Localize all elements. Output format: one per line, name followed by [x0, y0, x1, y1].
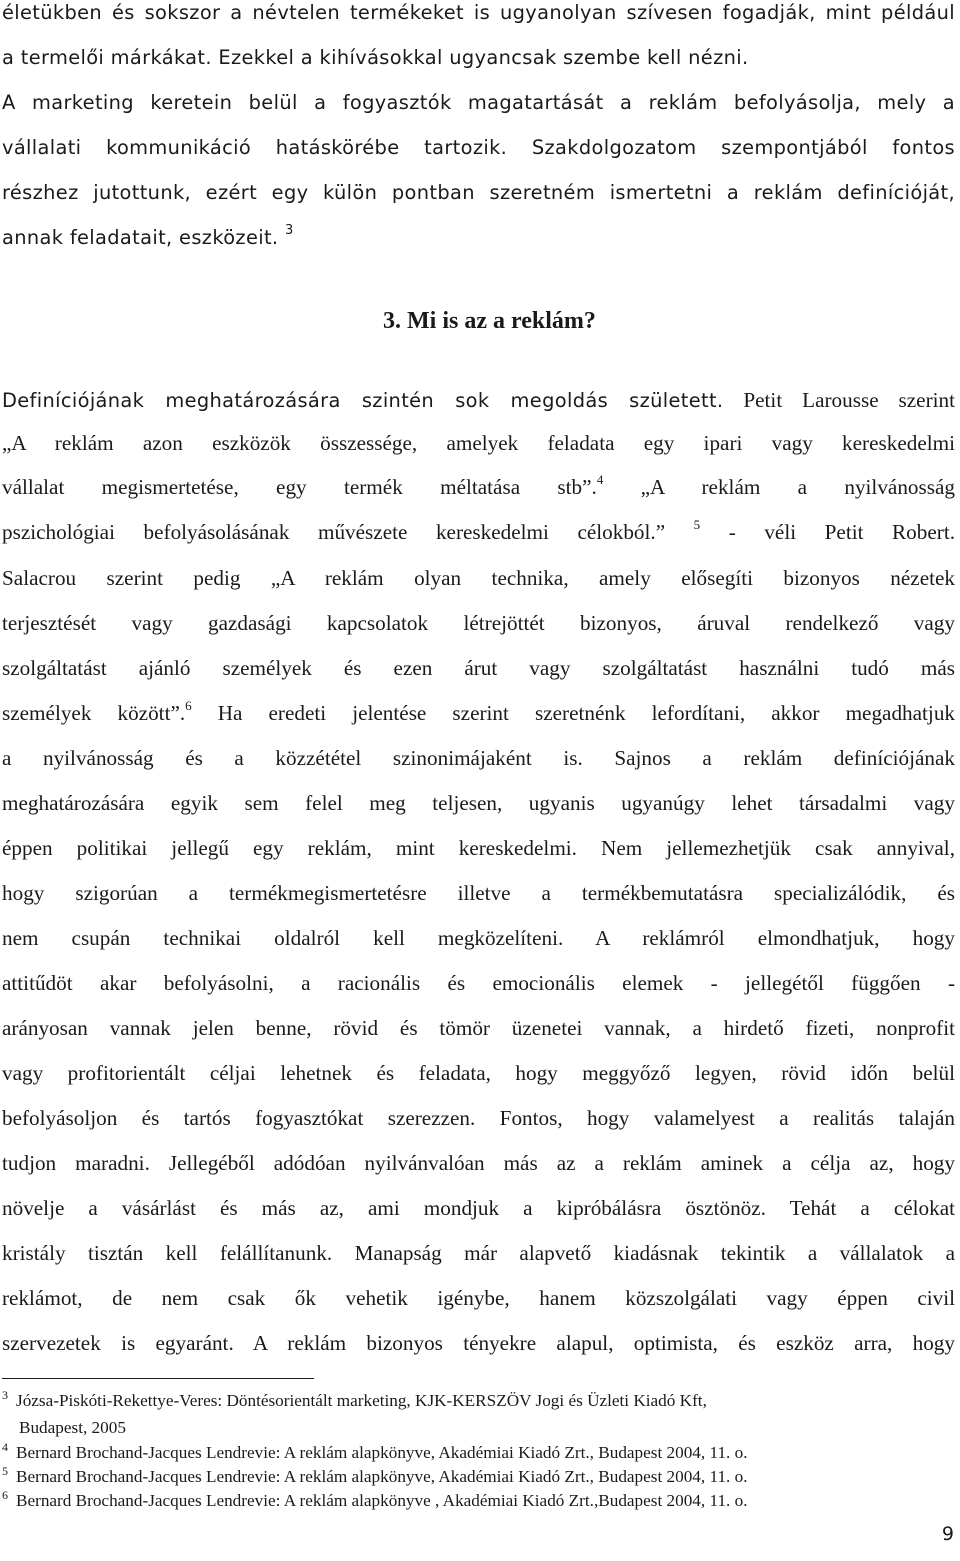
body-text-line: éppen politikai jellegű egy reklám, mint kereskedelmi. Nem jellemezhetjük csak annyival,: [2, 836, 955, 860]
body-text-line: életükben és sokszor a névtelen termékeket is ugyanolyan szívesen fogadják, mint például: [2, 1, 955, 24]
line-text: pszichológiai befolyásolásának művészete kereskedelmi célokból.”: [2, 520, 666, 544]
footnote-separator: [2, 1378, 314, 1379]
footnote-marker: 4: [2, 1440, 8, 1454]
page-number: 9: [941, 1523, 954, 1545]
body-text-line: [2, 517, 956, 545]
footnote-text: Bernard Brochand-Jacques Lendrevie: A reklám alapkönyve , Akadémiai Kiadó Zrt.,Budapest 2004, 11. o.: [16, 1491, 748, 1510]
footnote-marker: 5: [2, 1464, 8, 1478]
footnote-text: Bernard Brochand-Jacques Lendrevie: A reklám alapkönyve, Akadémiai Kiadó Zrt., Budapest 2004, 11. o.: [16, 1467, 748, 1486]
body-text-line: növelje a vásárlást és más az, ami mondjuk a kipróbálásra ösztönöz. Tehát a célokat: [2, 1196, 955, 1220]
line-text: vállalat megismertetése, egy termék méltatása stb”.: [2, 475, 597, 499]
footnote-continuation: Budapest, 2005: [19, 1418, 126, 1437]
footnote-marker: 3: [2, 1388, 8, 1402]
body-text-line: Salacrou szerint pedig „A reklám olyan technika, amely elősegíti bizonyos nézetek: [2, 566, 955, 590]
body-text-line: szervezetek is egyaránt. A reklám bizonyos tényekre alapul, optimista, és eszköz arra, hogy: [2, 1331, 955, 1355]
line-text: annak feladatait, eszközeit.: [2, 226, 279, 249]
footnote-marker: 6: [2, 1488, 8, 1502]
line-text: személyek között”.: [2, 701, 186, 725]
body-text-line: [2, 388, 955, 413]
body-text-line: részhez jutottunk, ezért egy külön pontban szeretném ismertetni a reklám definícióját,: [2, 181, 955, 204]
section-heading: 3. Mi is az a reklám?: [383, 308, 596, 334]
body-text-line: reklámot, de nem csak ők vehetik igénybe, hanem közszolgálati vagy éppen civil: [2, 1286, 955, 1310]
body-text-line: meghatározására egyik sem felel meg teljesen, ugyanis ugyanúgy lehet társadalmi vagy: [2, 791, 955, 815]
line-text: „A reklám a nyilvánosság: [603, 475, 955, 499]
line-text: - véli Petit Robert.: [700, 520, 956, 544]
body-text-line: vállalati kommunikáció hatáskörébe tartozik. Szakdolgozatom szempontjából fontos: [2, 136, 955, 159]
footnote-reference: 4: [596, 472, 604, 487]
body-text-line: tudjon maradni. Jellegéből adódóan nyilvánvalóan más az a reklám aminek a célja az, hogy: [2, 1151, 955, 1175]
body-text-line: A marketing keretein belül a fogyasztók magatartását a reklám befolyásolja, mely a: [2, 91, 955, 114]
footnote: [2, 1488, 748, 1511]
body-text-line: terjesztését vagy gazdasági kapcsolatok létrejöttét bizonyos, áruval rendelkező vagy: [2, 611, 955, 635]
body-text-line: befolyásoljon és tartós fogyasztókat szerezzen. Fontos, hogy valamelyest a realitás talaján: [2, 1106, 955, 1130]
body-text-line: nem csupán technikai oldalról kell megközelíteni. A reklámról elmondhatjuk, hogy: [2, 926, 955, 950]
footnote-reference: 3: [284, 223, 294, 238]
line-text-sans: Definíciójának meghatározására szintén sok megoldás született.: [2, 389, 724, 412]
body-text-line: a termelői márkákat. Ezekkel a kihívásokkal ugyancsak szembe kell nézni.: [2, 46, 749, 69]
body-text-line: kristály tisztán kell felállítanunk. Manapság már alapvető kiadásnak tekintik a vállalatok a: [2, 1241, 955, 1265]
body-text-line: attitűdöt akar befolyásolni, a racionális és emocionális elemek - jellegétől függően -: [2, 971, 955, 995]
footnote-text: Bernard Brochand-Jacques Lendrevie: A reklám alapkönyve, Akadémiai Kiadó Zrt., Budapest 2004, 11. o.: [16, 1443, 748, 1462]
body-text-line: szolgáltatást ajánló személyek és ezen árut vagy szolgáltatást használni tudó más: [2, 656, 955, 680]
body-text-line: [2, 698, 956, 726]
footnote: [2, 1440, 748, 1463]
footnote: [2, 1388, 707, 1411]
body-text-line: „A reklám azon eszközök összessége, amelyek feladata egy ipari vagy kereskedelmi: [2, 431, 955, 455]
footnote-text: Józsa-Piskóti-Rekettye-Veres: Döntésorientált marketing, KJK-KERSZÖV Jogi és Üzleti Kiadó Kft,: [16, 1391, 707, 1410]
body-text-line: [2, 472, 955, 500]
footnote-reference: 5: [693, 517, 701, 532]
body-text-line: [2, 223, 955, 249]
line-text: Ha eredeti jelentése szerint szeretnénk lefordítani, akkor megadhatjuk: [191, 701, 956, 725]
footnote-reference: 6: [185, 698, 192, 713]
body-text-line: a nyilvánosság és a közzététel szinonimájaként is. Sajnos a reklám definíciójának: [2, 746, 955, 770]
line-text-serif: Petit Larousse szerint: [723, 388, 955, 412]
body-text-line: arányosan vannak jelen benne, rövid és tömör üzenetei vannak, a hirdető fizeti, nonprofit: [2, 1016, 955, 1040]
footnote: [2, 1464, 748, 1487]
body-text-line: hogy szigorúan a termékmegismertetésre illetve a termékbemutatásra specializálódik, és: [2, 881, 955, 905]
body-text-line: vagy profitorientált céljai lehetnek és feladata, hogy meggyőző legyen, rövid időn belül: [2, 1061, 955, 1085]
